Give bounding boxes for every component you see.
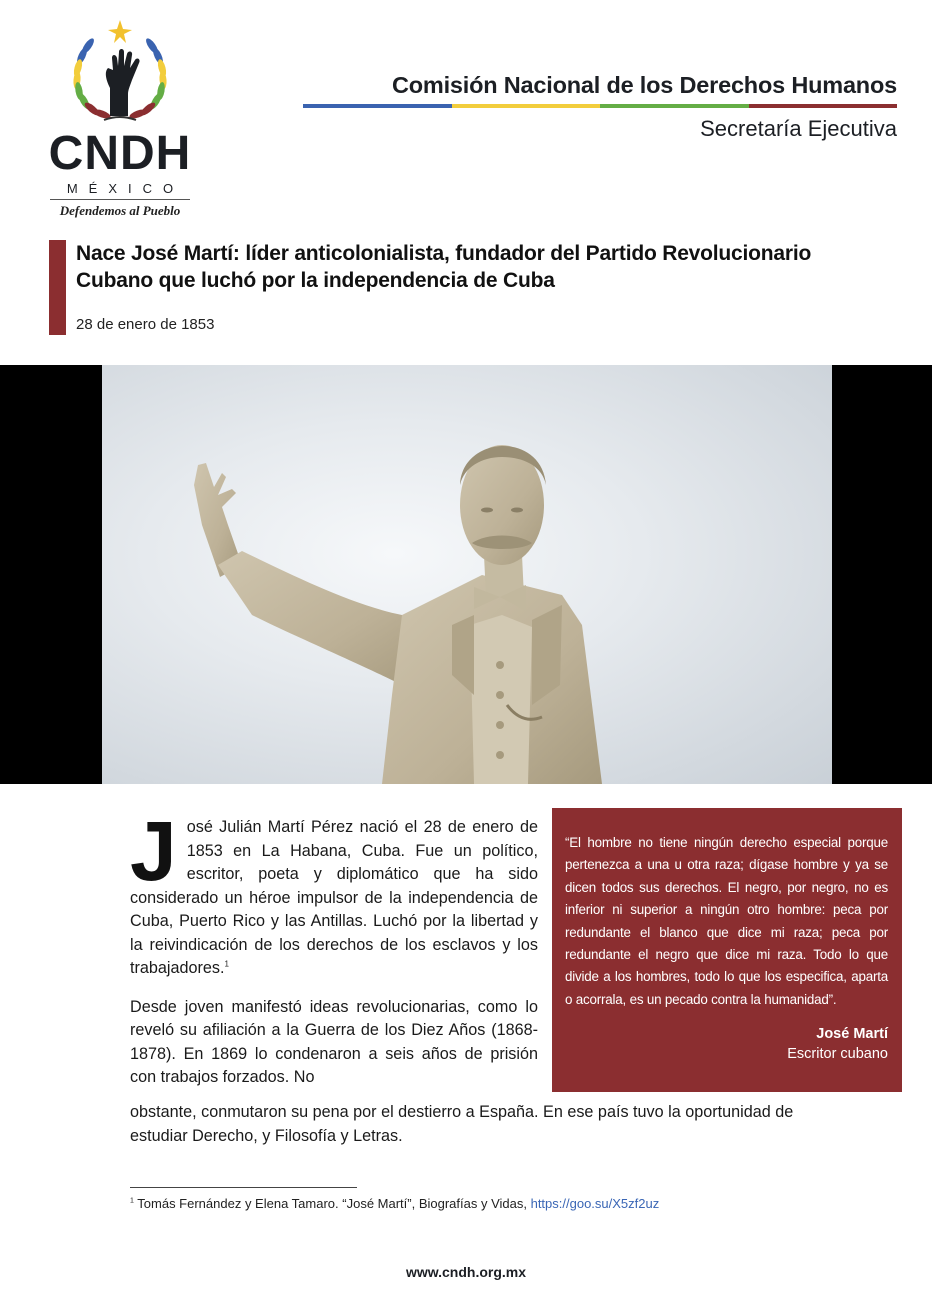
paragraph-1-text: osé Julián Martí Pérez nació el 28 de enero de 1853 en La Habana, Cuba. Fue un político, escritor, poeta y diplomático que ha sido considerado un héroe impulsor de la independencia de Cuba, Puerto Rico y las Antillas. Luchó por la libertad y la reivindicación de los derechos de los esclavos y los trabajadores. bbox=[130, 818, 538, 977]
statue-image-icon bbox=[102, 365, 832, 784]
title-accent-bar bbox=[49, 240, 66, 335]
stripe-blue bbox=[303, 104, 452, 108]
quote-box bbox=[552, 808, 902, 1092]
footer-website[interactable]: www.cndh.org.mx bbox=[405, 1264, 527, 1280]
stripe-red bbox=[749, 104, 898, 108]
organization-name: Comisión Nacional de los Derechos Humanos bbox=[391, 72, 897, 98]
quote-author-role: Escritor cubano bbox=[787, 1046, 888, 1063]
footnote-link[interactable]: https://goo.su/X5zf2uz bbox=[530, 1196, 660, 1211]
cndh-logo bbox=[44, 18, 196, 218]
quote-author: José Martí bbox=[816, 1026, 888, 1043]
photo-band bbox=[0, 365, 932, 784]
department-name: Secretaría Ejecutiva bbox=[700, 116, 897, 141]
logo-divider bbox=[50, 199, 190, 200]
article-date: 28 de enero de 1853 bbox=[76, 316, 215, 333]
marti-statue-photo bbox=[102, 365, 832, 784]
logo-acronym: CNDH bbox=[48, 127, 192, 180]
raised-hand-laurel-star-icon bbox=[58, 18, 182, 126]
quote-text: “El hombre no tiene ningún derecho especial porque pertenezca a una u otra raza; dígase hombre y ya se dicen todos sus derechos. El negro, por negro, no es inferior ni superior a ningún otro hombre: peca por redundante el blanco que dice mi raza; peca por redundante el negro que dice mi raza. Todo lo que divide a los hombres, todo lo que los especifica, aparta o acorrala, es un pecado contra la humanidad”. bbox=[565, 835, 888, 1007]
footnote-divider bbox=[130, 1187, 357, 1188]
paragraph-1 bbox=[130, 804, 538, 981]
article-body-column bbox=[130, 804, 538, 1105]
footnote-ref-1[interactable]: 1 bbox=[224, 959, 229, 969]
footnote bbox=[130, 1196, 659, 1211]
logo-motto: Defendemos al Pueblo bbox=[59, 203, 181, 218]
footnote-text: Tomás Fernández y Elena Tamaro. “José Martí”, Biografías y Vidas, bbox=[133, 1196, 531, 1211]
color-stripe bbox=[303, 104, 897, 108]
logo-country: MÉXICO bbox=[66, 181, 185, 196]
drop-cap: J bbox=[130, 804, 177, 898]
stripe-green bbox=[600, 104, 749, 108]
paragraph-2-column: Desde joven manifestó ideas revolucionarias, como lo reveló su afiliación a la Guerra de los Diez Años (1868-1878). En 1869 lo condenaron a seis años de prisión con trabajos forzados. No bbox=[130, 997, 538, 1086]
article-headline: Nace José Martí: líder anticolonialista, fundador del Partido Revolucionario Cubano que luchó por la independencia de Cuba bbox=[76, 242, 812, 292]
paragraph-2-continued: obstante, conmutaron su pena por el destierro a España. En ese país tuvo la oportunidad de estudiar Derecho, y Filosofía y Letras. bbox=[130, 1103, 794, 1145]
stripe-yellow bbox=[452, 104, 601, 108]
footnote-number: 1 bbox=[130, 1197, 134, 1205]
